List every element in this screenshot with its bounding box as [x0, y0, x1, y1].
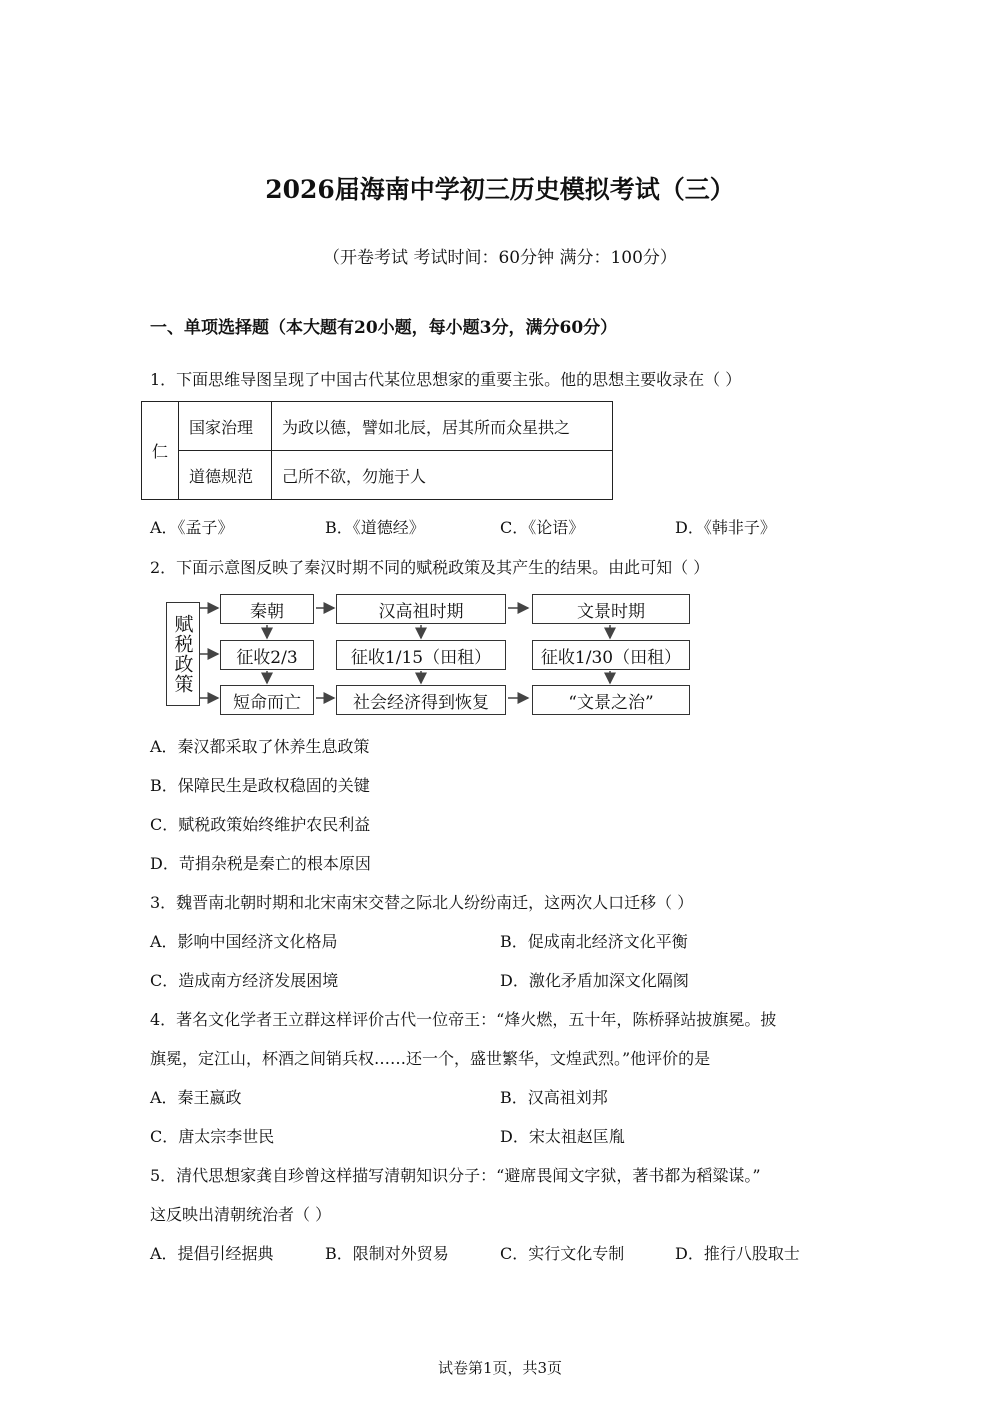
page-footer: 试卷第1页，共3页: [437, 1359, 563, 1377]
diagram-tax: 征收1/15（田租）: [336, 640, 506, 670]
q2-option-b[interactable]: B．保障民生是政权稳固的关键: [150, 776, 370, 795]
q1-mindmap-root: 仁: [142, 402, 179, 500]
diagram-result: 社会经济得到恢复: [336, 685, 506, 715]
q2-stem: 2．下面示意图反映了秦汉时期不同的赋税政策及其产生的结果。由此可知（ ）: [150, 558, 710, 577]
q4-option-b[interactable]: B．汉高祖刘邦: [500, 1088, 608, 1107]
q2-tax-diagram: [166, 588, 696, 720]
exam-subtitle: （开卷考试 考试时间：60分钟 满分：100分）: [323, 248, 677, 268]
exam-title: 2026届海南中学初三历史模拟考试（三）: [265, 175, 735, 204]
section-heading: 一、单项选择题（本大题有20小题，每小题3分，满分60分）: [150, 318, 618, 338]
q1-option-b[interactable]: B．《道德经》: [325, 518, 425, 537]
q1-stem: 1．下面思维导图呈现了中国古代某位思想家的重要主张。他的思想主要收录在（ ）: [150, 370, 742, 389]
q1-mindmap: [141, 401, 613, 500]
q3-option-b[interactable]: B．促成南北经济文化平衡: [500, 932, 688, 951]
q2-option-c[interactable]: C．赋税政策始终维护农民利益: [150, 815, 371, 834]
q1-mindmap-category: 国家治理: [179, 402, 272, 451]
q1-option-a[interactable]: A．《孟子》: [150, 518, 234, 537]
diagram-period: 文景时期: [532, 594, 690, 624]
diagram-period: 秦朝: [220, 594, 314, 624]
diagram-result: “文景之治”: [532, 685, 690, 715]
q5-option-a[interactable]: A．提倡引经据典: [150, 1244, 274, 1263]
q3-stem: 3．魏晋南北朝时期和北宋南宋交替之际北人纷纷南迁，这两次人口迁移（ ）: [150, 893, 694, 912]
q3-option-d[interactable]: D．激化矛盾加深文化隔阂: [500, 971, 689, 990]
q5-stem-line2: 这反映出清朝统治者（ ）: [150, 1205, 332, 1224]
diagram-result: 短命而亡: [220, 685, 314, 715]
q5-option-b[interactable]: B．限制对外贸易: [325, 1244, 449, 1263]
q1-option-d[interactable]: D．《韩非子》: [675, 518, 776, 537]
q3-option-a[interactable]: A．影响中国经济文化格局: [150, 932, 338, 951]
q4-stem-line1: 4．著名文化学者王立群这样评价古代一位帝王：“烽火燃，五十年，陈桥驿站披旗冕。披: [150, 1010, 777, 1029]
q4-stem-line2: 旗冕，定江山，杯酒之间销兵权……还一个，盛世繁华，文煌武烈。”他评价的是: [150, 1049, 711, 1068]
q5-option-d[interactable]: D．推行八股取士: [675, 1244, 800, 1263]
q2-option-a[interactable]: A．秦汉都采取了休养生息政策: [150, 737, 370, 756]
q2-option-d[interactable]: D．苛捐杂税是秦亡的根本原因: [150, 854, 371, 873]
q3-option-c[interactable]: C．造成南方经济发展困境: [150, 971, 339, 990]
q4-option-d[interactable]: D．宋太祖赵匡胤: [500, 1127, 625, 1146]
q5-option-c[interactable]: C．实行文化专制: [500, 1244, 625, 1263]
q1-mindmap-category: 道德规范: [179, 451, 272, 500]
q1-mindmap-content: 己所不欲，勿施于人: [272, 451, 613, 500]
q4-option-a[interactable]: A．秦王嬴政: [150, 1088, 242, 1107]
q1-mindmap-content: 为政以德，譬如北辰，居其所而众星拱之: [272, 402, 613, 451]
diagram-tax: 征收1/30（田租）: [532, 640, 690, 670]
q5-stem-line1: 5．清代思想家龚自珍曾这样描写清朝知识分子：“避席畏闻文字狱，著书都为稻粱谋。”: [150, 1166, 761, 1185]
diagram-period: 汉高祖时期: [336, 594, 506, 624]
q4-option-c[interactable]: C．唐太宗李世民: [150, 1127, 275, 1146]
diagram-side-label: 赋税政策: [166, 602, 200, 706]
diagram-tax: 征收2/3: [220, 640, 314, 670]
q1-option-c[interactable]: C．《论语》: [500, 518, 585, 537]
